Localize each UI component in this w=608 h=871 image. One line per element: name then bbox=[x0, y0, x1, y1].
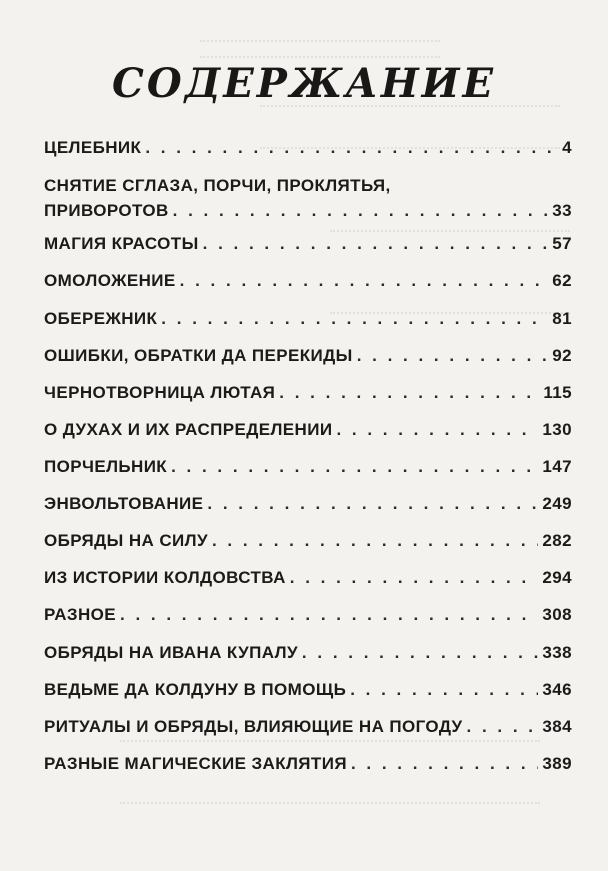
dot-leader bbox=[161, 308, 548, 330]
toc-entry bbox=[44, 419, 572, 441]
toc-entry-page: 346 bbox=[542, 680, 572, 699]
toc-entry-title: ЦЕЛЕБНИК bbox=[44, 138, 142, 157]
toc-entry-page: 147 bbox=[542, 457, 572, 476]
toc-entry-page: 33 bbox=[552, 201, 572, 220]
toc-entry bbox=[44, 233, 572, 255]
toc-entry-title: ПОРЧЕЛЬНИК bbox=[44, 457, 168, 476]
toc-entry-page: 384 bbox=[542, 717, 572, 736]
toc-entry bbox=[44, 642, 572, 664]
dot-leader bbox=[350, 679, 538, 701]
toc-entry-page: 130 bbox=[542, 420, 572, 439]
dot-leader bbox=[351, 753, 538, 775]
toc-entry bbox=[44, 493, 572, 515]
dot-leader bbox=[173, 200, 549, 222]
toc-entry bbox=[44, 456, 572, 478]
toc-entry-title-line1: СНЯТИЕ СГЛАЗА, ПОРЧИ, ПРОКЛЯТЬЯ, bbox=[44, 176, 391, 195]
toc-entry-page: 338 bbox=[542, 643, 572, 662]
dot-leader bbox=[180, 270, 549, 292]
toc-entry-title: ИЗ ИСТОРИИ КОЛДОВСТВА bbox=[44, 568, 286, 587]
dot-leader bbox=[171, 456, 538, 478]
toc-entry-title: МАГИЯ КРАСОТЫ bbox=[44, 234, 199, 253]
toc-entry bbox=[44, 308, 572, 330]
toc-entry-title: ОБРЯДЫ НА ИВАНА КУПАЛУ bbox=[44, 643, 298, 662]
toc-entry-title: РАЗНЫЕ МАГИЧЕСКИЕ ЗАКЛЯТИЯ bbox=[44, 754, 347, 773]
dot-leader bbox=[203, 233, 549, 255]
toc-entry bbox=[44, 604, 572, 626]
toc-entry-page: 81 bbox=[552, 309, 572, 328]
dot-leader bbox=[212, 530, 538, 552]
toc-entry-page: 249 bbox=[542, 494, 572, 513]
toc-entry-page: 294 bbox=[542, 568, 572, 587]
toc-entry bbox=[44, 567, 572, 589]
toc-entry-page: 389 bbox=[542, 754, 572, 773]
toc-entry-title: ЭНВОЛЬТОВАНИЕ bbox=[44, 494, 204, 513]
dot-leader bbox=[357, 345, 549, 367]
toc-entry-title: ОШИБКИ, ОБРАТКИ ДА ПЕРЕКИДЫ bbox=[44, 346, 353, 365]
toc-entry bbox=[44, 679, 572, 701]
toc-entry bbox=[44, 753, 572, 775]
toc-entry-title: ОБЕРЕЖНИК bbox=[44, 309, 158, 328]
toc-entry-page: 4 bbox=[562, 138, 572, 157]
toc-entry bbox=[44, 270, 572, 292]
toc-entry bbox=[44, 175, 572, 222]
toc-entry-page: 57 bbox=[552, 234, 572, 253]
toc-entry bbox=[44, 345, 572, 367]
dot-leader bbox=[336, 419, 538, 441]
dot-leader bbox=[302, 642, 539, 664]
toc-entry-page: 62 bbox=[552, 271, 572, 290]
toc-entry-page: 282 bbox=[542, 531, 572, 550]
toc-entry-page: 308 bbox=[542, 605, 572, 624]
toc-entry bbox=[44, 716, 572, 738]
bleed-through-decoration bbox=[200, 40, 440, 58]
toc-entry-title: ВЕДЬМЕ ДА КОЛДУНУ В ПОМОЩЬ bbox=[44, 680, 347, 699]
toc-entry-title: РИТУАЛЫ И ОБРЯДЫ, ВЛИЯЮЩИЕ НА ПОГОДУ bbox=[44, 717, 463, 736]
toc-entry-title: РАЗНОЕ bbox=[44, 605, 117, 624]
page-title: СОДЕРЖАНИЕ bbox=[112, 60, 496, 107]
toc-entry bbox=[44, 137, 572, 159]
toc-entry-title: О ДУХАХ И ИХ РАСПРЕДЕЛЕНИИ bbox=[44, 420, 333, 439]
toc-entry-title: ОБРЯДЫ НА СИЛУ bbox=[44, 531, 208, 550]
dot-leader bbox=[145, 137, 558, 159]
dot-leader bbox=[207, 493, 538, 515]
toc-entry-title: ОМОЛОЖЕНИЕ bbox=[44, 271, 176, 290]
toc-entry-page: 115 bbox=[543, 383, 572, 402]
toc-entry-title: ПРИВОРОТОВ bbox=[44, 201, 169, 220]
toc-entry bbox=[44, 382, 572, 404]
dot-leader bbox=[290, 567, 539, 589]
toc-entry-page: 92 bbox=[552, 346, 572, 365]
dot-leader bbox=[279, 382, 539, 404]
toc-entry-title: ЧЕРНОТВОРНИЦА ЛЮТАЯ bbox=[44, 383, 276, 402]
dot-leader bbox=[467, 716, 539, 738]
toc-entry bbox=[44, 530, 572, 552]
dot-leader bbox=[120, 604, 538, 626]
